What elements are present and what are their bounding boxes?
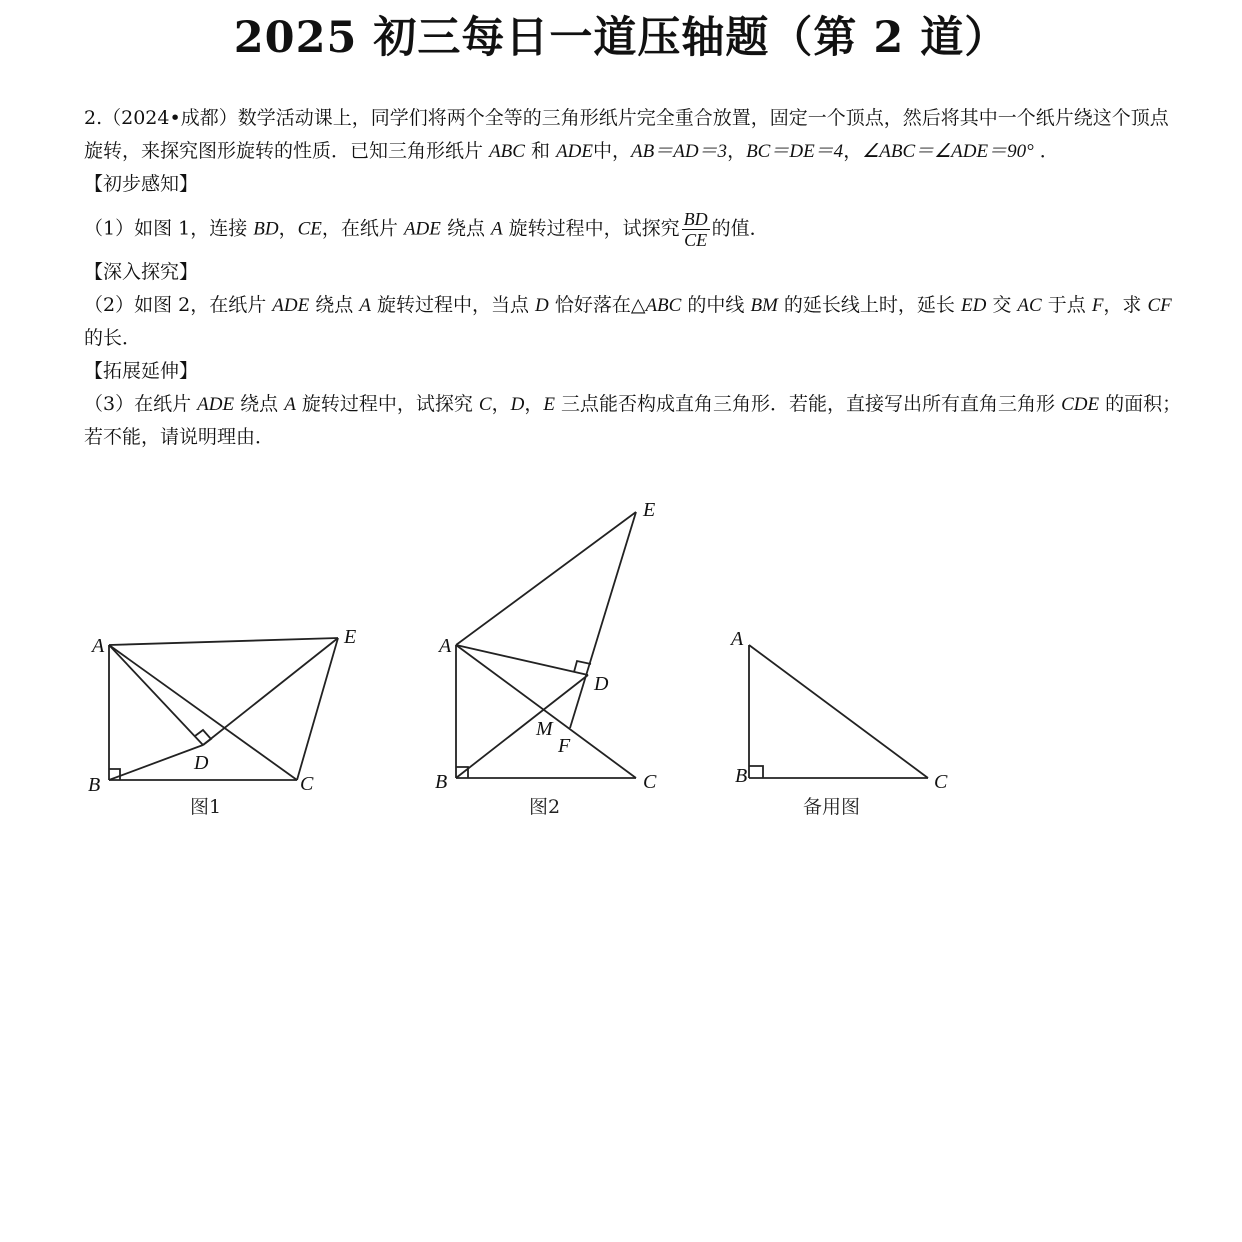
q1-end: 的值． xyxy=(711,217,769,240)
q2-ed: ED xyxy=(960,295,987,316)
intro-mid: 中， xyxy=(593,140,632,162)
segment-de xyxy=(203,638,338,745)
q2-cf: CF xyxy=(1147,295,1172,316)
q2-mid7: ，求 xyxy=(1103,294,1142,316)
q2-prefix: （2）如图 2，在纸片 xyxy=(84,294,267,316)
q1-prefix: （1）如图 1，连接 xyxy=(84,217,248,240)
segment-ec xyxy=(297,638,338,780)
figure-2-caption: 图2 xyxy=(529,796,561,818)
label-a: A xyxy=(731,628,744,650)
comma: ， xyxy=(843,140,863,162)
intro-prefix: 2.（2024•成都）数学活动课上，同学们将两个全等的三角形纸片完全重合放置，固定一个顶点，然后将其中一个纸片绕这个顶点旋转，来探究图形旋转的性质．已知三角形纸片 xyxy=(84,107,1169,162)
right-angle-mark-d xyxy=(195,730,211,745)
label-a: A xyxy=(439,635,452,657)
intro-and: 和 xyxy=(531,140,551,162)
condition-angles: ∠ABC＝∠ADE＝90° xyxy=(862,141,1034,162)
segment-ad xyxy=(109,645,203,745)
figure-1 xyxy=(88,626,356,818)
q2-mid2: 恰好落在△ xyxy=(554,294,646,316)
label-e: E xyxy=(344,626,357,648)
label-f: F xyxy=(558,735,571,757)
figure-2 xyxy=(435,499,657,818)
label-c: C xyxy=(300,773,314,795)
q1-ce: CE xyxy=(297,218,322,240)
q2-mid6: 于点 xyxy=(1047,294,1086,316)
q2-bm: BM xyxy=(750,295,778,316)
q3-d: D xyxy=(510,394,525,415)
figure-1-caption: 图1 xyxy=(190,796,222,818)
q2-mid: 旋转过程中，当点 xyxy=(376,294,529,316)
segment-ae xyxy=(109,638,338,645)
label-d: D xyxy=(594,673,609,695)
q1-bd: BD xyxy=(253,218,279,240)
q3-ade: ADE xyxy=(197,394,235,415)
q1-rot: 绕点 xyxy=(446,217,485,240)
q2-end: 的长． xyxy=(84,327,142,349)
segment-ae xyxy=(456,512,636,645)
section-extension: 【拓展延伸】 xyxy=(84,360,199,382)
q1-ade: ADE xyxy=(403,218,441,240)
q2-ac: AC xyxy=(1017,295,1042,316)
label-a: A xyxy=(92,635,105,657)
comma: ， xyxy=(727,140,747,162)
tri-ade: ADE xyxy=(556,141,593,162)
segment-ef xyxy=(570,512,636,728)
label-b: B xyxy=(88,774,101,796)
condition-ab-ad: AB＝AD＝3 xyxy=(631,141,728,162)
page-title: 2025 初三每日一道压轴题（第 2 道） xyxy=(233,13,1009,63)
q2-abc: ABC xyxy=(645,295,682,316)
segment-bd xyxy=(109,745,203,780)
q3-e: E xyxy=(543,394,555,415)
section-initial-perception: 【初步感知】 xyxy=(84,173,199,195)
label-b: B xyxy=(435,771,448,793)
comma: ， xyxy=(491,393,511,415)
q2-f: F xyxy=(1091,295,1104,316)
fraction-denominator: CE xyxy=(684,230,708,250)
q3-mid: 旋转过程中，试探究 xyxy=(301,393,473,415)
q1-mid: ，在纸片 xyxy=(321,217,398,240)
q1-rest: 旋转过程中，试探究 xyxy=(508,217,680,240)
label-b: B xyxy=(735,765,748,787)
q2-d: D xyxy=(535,295,549,316)
label-e: E xyxy=(643,499,656,521)
intro-end: ． xyxy=(1039,140,1059,162)
label-c: C xyxy=(643,771,657,793)
segment-bd xyxy=(456,675,588,778)
segment-ac xyxy=(749,645,928,778)
q2-a: A xyxy=(359,295,371,316)
section-deep-exploration: 【深入探究】 xyxy=(84,261,199,283)
q3-a: A xyxy=(284,394,296,415)
label-d: D xyxy=(194,752,209,774)
figure-spare-caption: 备用图 xyxy=(803,796,861,818)
q1-a: A xyxy=(491,218,503,240)
q2-mid3: 的中线 xyxy=(687,294,745,316)
comma: ， xyxy=(278,217,298,240)
figure-spare xyxy=(729,628,948,818)
tri-abc: ABC xyxy=(489,141,525,162)
q2-mid5: 交 xyxy=(992,294,1012,316)
q2-rot: 绕点 xyxy=(315,294,354,316)
q2-ade: ADE xyxy=(272,295,310,316)
label-c: C xyxy=(934,771,948,793)
q3-cde: CDE xyxy=(1061,394,1100,415)
label-m: M xyxy=(536,718,553,740)
comma: ， xyxy=(524,393,544,415)
fraction-numerator: BD xyxy=(683,209,708,229)
condition-bc-de: BC＝DE＝4 xyxy=(746,141,844,162)
q3-rot: 绕点 xyxy=(240,393,279,415)
right-angle-mark-b xyxy=(749,766,763,778)
q3-mid2: 三点能否构成直角三角形．若能，直接写出所有直角三角形 xyxy=(561,393,1056,415)
q2-mid4: 的延长线上时，延长 xyxy=(783,294,955,316)
q3-end: 的面积；若不能，请说明理由． xyxy=(84,393,1182,448)
q3-prefix: （3）在纸片 xyxy=(84,393,192,415)
q3-c: C xyxy=(478,394,492,415)
